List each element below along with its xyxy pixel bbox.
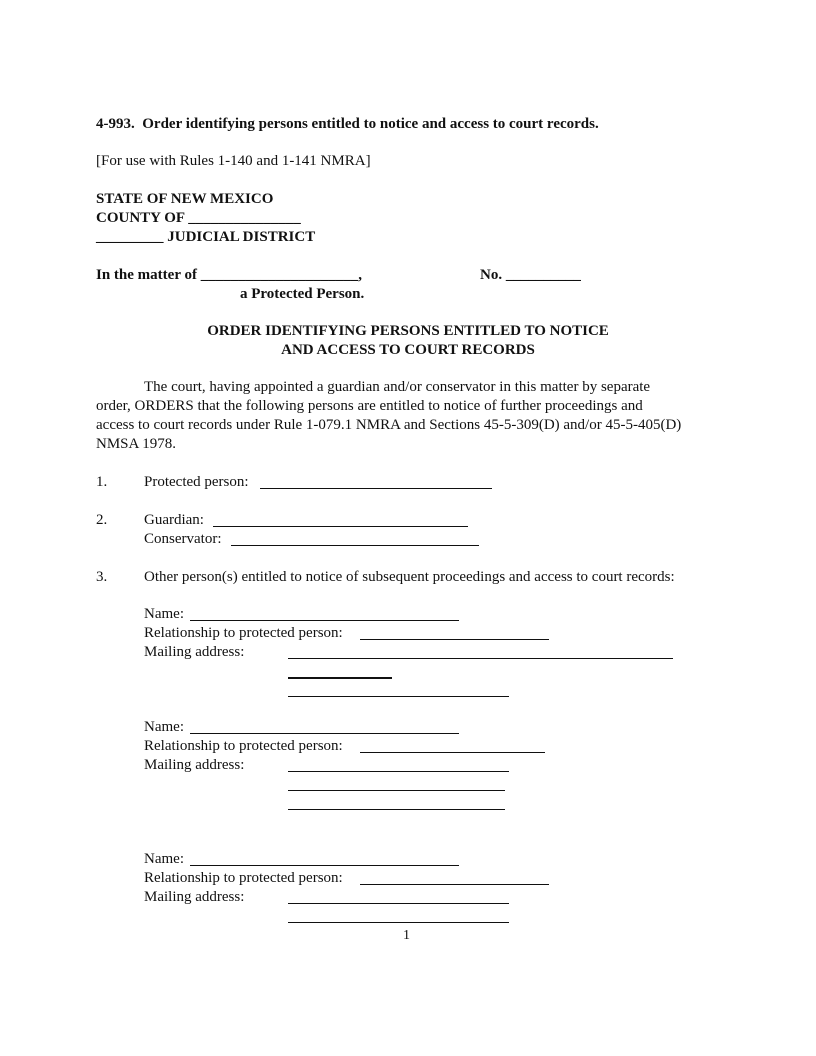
item-1-number: 1.	[96, 474, 108, 490]
person-3-name-field[interactable]	[190, 865, 459, 866]
person-1-address-label: Mailing address:	[144, 644, 245, 660]
person-3-address-field-2[interactable]	[288, 922, 509, 923]
district-caption: _________ JUDICIAL DISTRICT	[96, 229, 316, 245]
person-3-name-label: Name:	[144, 851, 184, 867]
order-body-line2: order, ORDERS that the following persons are entitled to notice of further proceedings and	[96, 398, 643, 414]
case-number: No. __________	[480, 267, 581, 283]
person-1-address-field-3[interactable]	[288, 696, 509, 697]
person-2-address-field-2[interactable]	[288, 790, 505, 791]
person-1-relationship-field[interactable]	[360, 639, 549, 640]
county-caption: COUNTY OF _______________	[96, 210, 301, 226]
person-2-relationship-label: Relationship to protected person:	[144, 738, 343, 754]
order-body-line4: NMSA 1978.	[96, 436, 177, 452]
person-3-relationship-label: Relationship to protected person:	[144, 870, 343, 886]
person-1-relationship-label: Relationship to protected person:	[144, 625, 343, 641]
form-heading: 4-993. Order identifying persons entitled to notice and access to court records.	[96, 116, 599, 132]
state-caption: STATE OF NEW MEXICO	[96, 191, 274, 207]
person-1-address-field-1[interactable]	[288, 658, 673, 659]
person-2-address-label: Mailing address:	[144, 757, 245, 773]
other-persons-text: Other person(s) entitled to notice of subsequent proceedings and access to court records:	[144, 569, 675, 585]
person-2-relationship-field[interactable]	[360, 752, 545, 753]
person-2-address-field-1[interactable]	[288, 771, 509, 772]
person-3-relationship-field[interactable]	[360, 884, 549, 885]
matter-caption: In the matter of _____________________,	[96, 267, 362, 283]
guardian-field[interactable]	[213, 526, 468, 527]
person-3-address-label: Mailing address:	[144, 889, 245, 905]
person-2-name-label: Name:	[144, 719, 184, 735]
item-3-number: 3.	[96, 569, 108, 585]
person-2-address-field-3[interactable]	[288, 809, 505, 810]
page-number: 1	[403, 928, 410, 943]
protected-person-caption: a Protected Person.	[240, 286, 365, 302]
conservator-field[interactable]	[231, 545, 479, 546]
use-note: [For use with Rules 1-140 and 1-141 NMRA]	[96, 153, 371, 169]
protected-person-field[interactable]	[260, 488, 492, 489]
order-title-line2: AND ACCESS TO COURT RECORDS	[281, 342, 535, 358]
item-2-number: 2.	[96, 512, 108, 528]
guardian-label: Guardian:	[144, 512, 204, 528]
person-3-address-field-1[interactable]	[288, 903, 509, 904]
order-title-line1: ORDER IDENTIFYING PERSONS ENTITLED TO NOTICE	[207, 323, 609, 339]
order-body-line1: The court, having appointed a guardian and/or conservator in this matter by separate	[144, 379, 651, 395]
person-1-address-field-2[interactable]	[288, 677, 392, 679]
conservator-label: Conservator:	[144, 531, 222, 547]
person-2-name-field[interactable]	[190, 733, 459, 734]
protected-person-label: Protected person:	[144, 474, 249, 490]
person-1-name-field[interactable]	[190, 620, 459, 621]
order-body-line3: access to court records under Rule 1-079.1 NMRA and Sections 45-5-309(D) and/or 45-5-405(D)	[96, 417, 682, 433]
person-1-name-label: Name:	[144, 606, 184, 622]
